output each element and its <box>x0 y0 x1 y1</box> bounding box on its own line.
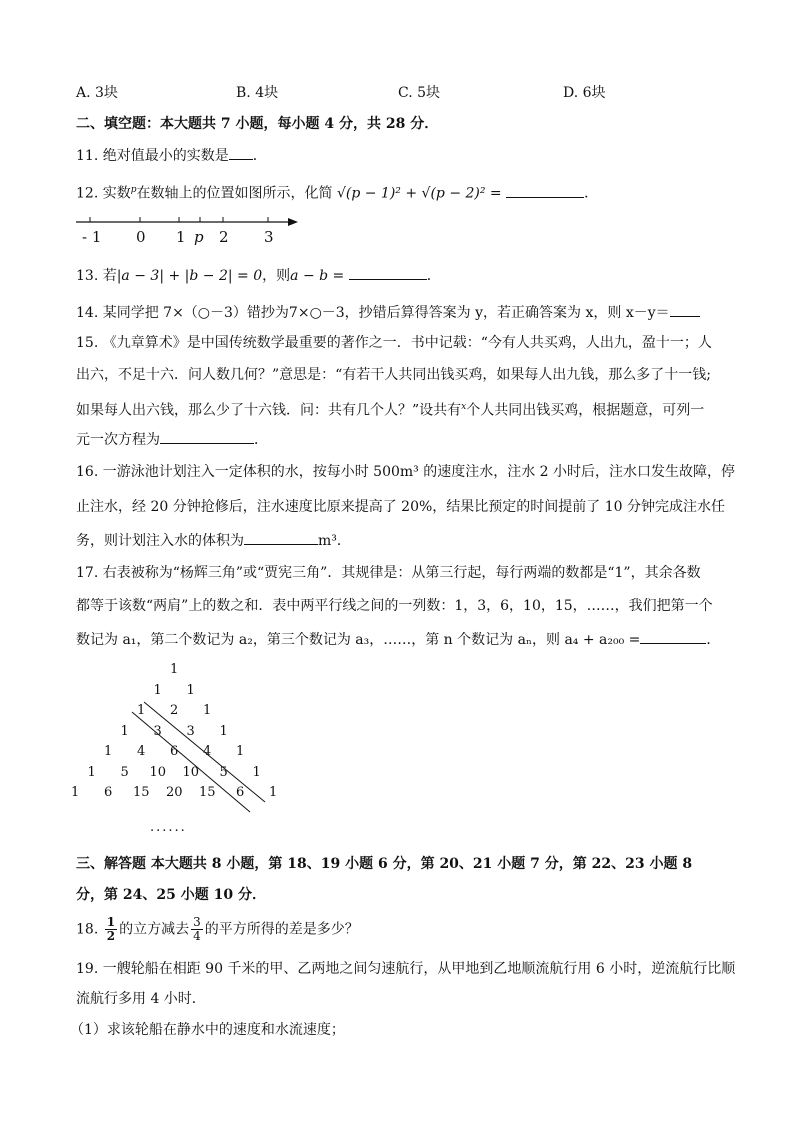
q18-mid: 的立方减去 <box>119 921 190 938</box>
q13-pre: 13. 若 <box>76 268 117 284</box>
triangle-number: 1 <box>71 785 80 800</box>
tick-label: 2 <box>219 228 229 246</box>
triangle-number: 15 <box>199 785 216 800</box>
answer-blank <box>506 183 584 198</box>
q13-expression-2: a − b = <box>290 268 345 284</box>
q13-end: ． <box>426 268 441 284</box>
section2-heading: 二、填空题：本大题共 7 小题，每小题 4 分，共 28 分． <box>76 116 439 132</box>
q15-line-4-end: ． <box>254 432 268 448</box>
question-14 <box>76 302 700 323</box>
triangle-number: 1 <box>104 744 113 759</box>
triangle-number: 1 <box>170 662 179 677</box>
q15-line-3-end: 个人共同出钱买鸡，根据题意，可列一 <box>466 402 705 419</box>
triangle-number: 10 <box>182 764 200 780</box>
triangle-number: 1 <box>137 703 146 718</box>
question-12 <box>76 180 598 204</box>
triangle-number: 2 <box>170 703 179 718</box>
q19-line-2: 流航行多用 4 小时． <box>76 991 206 1007</box>
answer-blank <box>244 530 318 545</box>
section3-line-1: 三、解答题 本大题共 8 小题，第 18、19 小题 6 分，第 20、21 小题 7 分，第 22、23 小题 8 <box>76 856 693 872</box>
triangle-number: 1 <box>203 703 212 718</box>
answer-blank <box>640 629 706 644</box>
q19-sub-1: （1）求该轮船在静水中的速度和水流速度； <box>70 1022 345 1038</box>
answer-blank <box>670 302 700 317</box>
pascal-triangle <box>70 662 300 842</box>
triangle-number: 1 <box>87 764 96 780</box>
triangle-number: 1 <box>120 723 129 739</box>
q15-line-1: 15. 《九章算术》是中国传统数学最重要的著作之一．书中记载：“今有人共买鸡，人出九，盈十一；人 <box>76 335 712 351</box>
number-line <box>76 212 306 252</box>
q15-line-3-text: 如果每人出六钱，那么少了十六钱．问：共有几个人？”设共有 <box>76 402 462 419</box>
triangle-number: 20 <box>166 785 183 800</box>
tick-label: - 1 <box>82 228 102 246</box>
q17-line-2: 都等于该数“两肩”上的数之和．表中两平行线之间的一列数：1，3，6，10，15，……，我们把第一个 <box>76 598 713 614</box>
q15-line-4-text: 元一次方程为 <box>76 432 160 448</box>
q18-end: 的平方所得的差是多少？ <box>204 921 359 938</box>
q18-pre: 18. <box>76 921 99 938</box>
q13-expression: |a − 3| + |b − 2| = 0 <box>116 268 263 284</box>
triangle-number: 1 <box>269 785 278 800</box>
answer-blank <box>229 145 253 160</box>
q12-pre: 12. 实数 <box>76 185 131 202</box>
q19-line-1: 19. 一艘轮船在相距 90 千米的甲、乙两地之间匀速航行，从甲地到乙地顺流航行用 6 小时，逆流航行比顺 <box>76 961 736 977</box>
q15-line-3 <box>76 397 704 421</box>
question-18 <box>76 916 359 943</box>
fraction-numerator: 3 <box>193 915 201 929</box>
q15-line-4 <box>76 429 268 450</box>
option-a: A. 3块 <box>76 85 118 101</box>
triangle-number: 6 <box>104 785 113 800</box>
q16-line-1: 16. 一游泳池计划注入一定体积的水，按每小时 500m³ 的速度注水，注水 2 小时后，注水口发生故障，停 <box>76 464 736 480</box>
q13-mid: ，则 <box>262 268 291 284</box>
q12-expression: √(p − 1)² + √(p − 2)² = <box>336 185 502 202</box>
option-b: B. 4块 <box>236 85 279 101</box>
fraction-denominator: 4 <box>193 929 201 943</box>
q15-line-2: 出六，不足十六．问人数几何？”意思是：“有若干人共同出钱买鸡，如果每人出九钱，那么多了十一钱; <box>76 367 712 383</box>
triangle-number: 6 <box>236 785 245 800</box>
triangle-number: 4 <box>137 744 146 759</box>
q17-line-3 <box>76 629 720 650</box>
q16-line-3-text: 务，则计划注入水的体积为 <box>76 533 244 549</box>
answer-blank <box>349 265 427 280</box>
fraction-denominator: 2 <box>106 929 116 943</box>
triangle-number: 15 <box>133 785 150 800</box>
triangle-number: 5 <box>120 764 129 780</box>
triangle-number: 3 <box>186 723 195 739</box>
fraction-one-half <box>105 916 117 943</box>
q12-end: ． <box>584 185 599 202</box>
triangle-number: 1 <box>236 744 245 759</box>
question-11 <box>76 145 267 166</box>
question-13 <box>76 265 441 286</box>
tick-label: 1 <box>176 228 186 246</box>
triangle-number: 5 <box>219 764 228 780</box>
triangle-ellipsis: ...... <box>150 820 187 835</box>
q15-var: x <box>461 402 467 412</box>
section3-line-2: 分，第 24、25 小题 10 分． <box>76 887 266 903</box>
q14-text: 14. 某同学把 7×（○－3）错抄为7×○－3，抄错后算得答案为 y，若正确答案为 x，则 x－y＝ <box>76 305 670 321</box>
tick-label: 3 <box>264 228 274 246</box>
triangle-number: 4 <box>203 744 212 759</box>
triangle-number: 1 <box>252 764 261 780</box>
triangle-number: 1 <box>186 682 195 698</box>
option-c: C. 5块 <box>398 85 441 101</box>
q17-line-1: 17. 右表被称为“杨辉三角”或“贾宪三角”．其规律是：从第三行起，每行两端的数都是“1”，其余各数 <box>76 565 701 581</box>
tick-label: p <box>194 228 204 246</box>
fraction-three-quarters <box>191 916 203 943</box>
option-d: D. 6块 <box>563 85 606 101</box>
q12-var: p <box>130 185 137 195</box>
q11-text: 11. 绝对值最小的实数是 <box>76 148 229 164</box>
tick-label: 0 <box>136 228 146 246</box>
q17-line-3-text: 数记为 a₁，第二个数记为 a₂，第三个数记为 a₃，……，第 n 个数记为 aₙ，则 a₄ + a₂₀₀ = <box>76 632 641 648</box>
q16-line-3 <box>76 530 351 551</box>
answer-blank <box>160 429 254 444</box>
q16-line-2: 止注水，经 20 分钟抢修后，注水速度比原来提高了 20%，结果比预定的时间提前了 10 分钟完成注水任 <box>76 499 725 515</box>
triangle-number: 1 <box>219 723 228 739</box>
q12-mid: 在数轴上的位置如图所示，化简 <box>136 185 333 202</box>
q11-end: ． <box>252 148 267 164</box>
q16-line-3-end: m³． <box>318 533 351 549</box>
triangle-number: 10 <box>149 764 167 780</box>
triangle-number: 1 <box>153 682 162 698</box>
q17-line-3-end: ． <box>706 632 721 648</box>
triangle-number: 6 <box>170 744 179 759</box>
fraction-numerator: 1 <box>106 915 116 929</box>
triangle-number: 3 <box>153 723 162 739</box>
